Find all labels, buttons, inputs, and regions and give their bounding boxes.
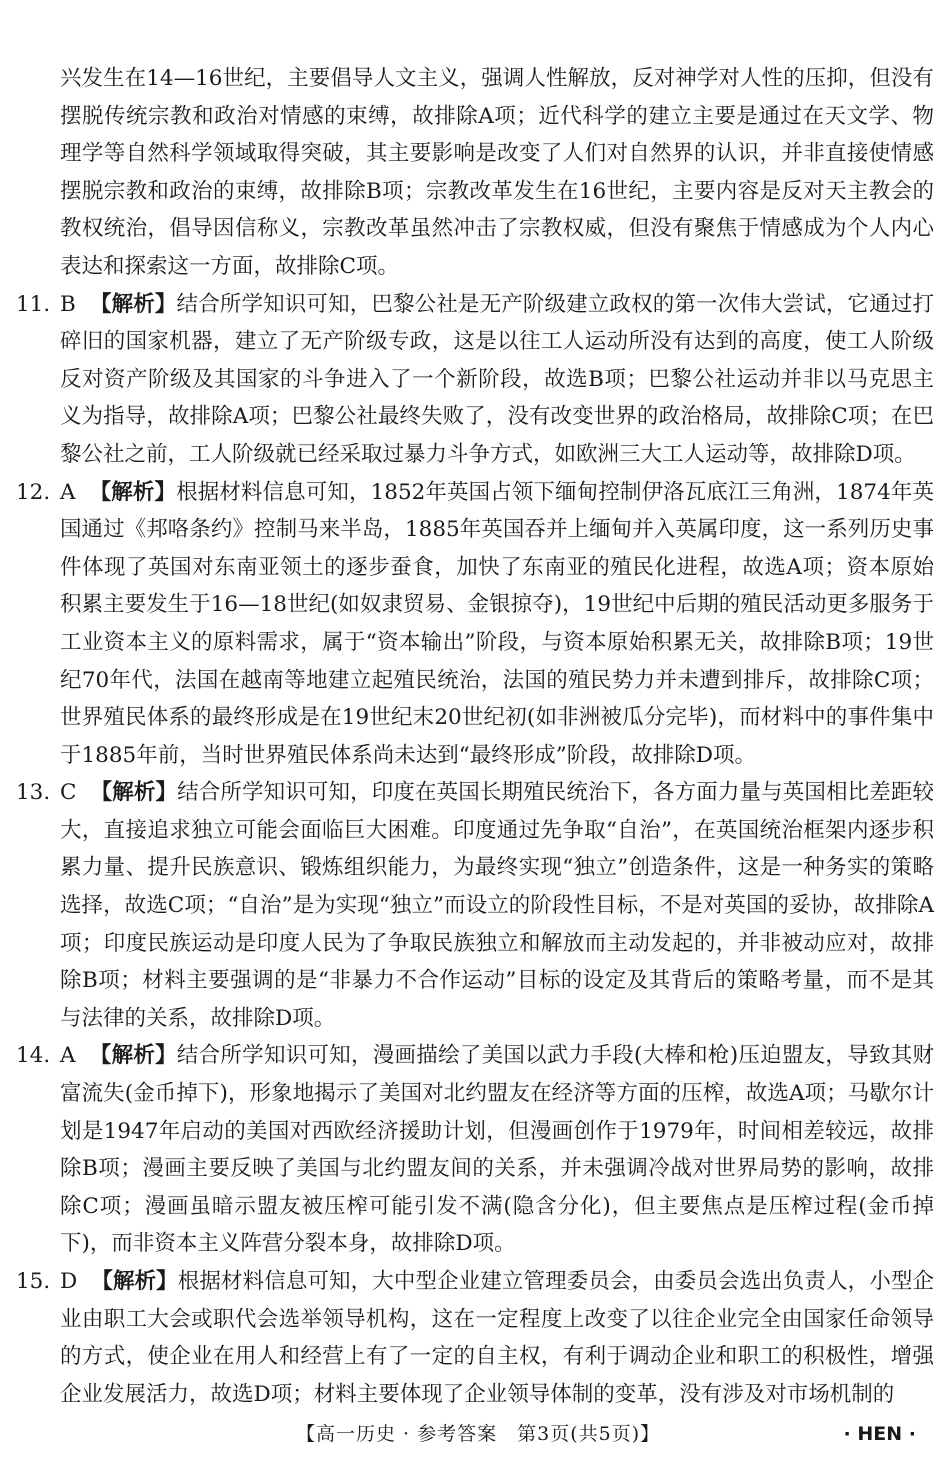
answer-letter: A bbox=[60, 1043, 76, 1069]
answer-content bbox=[16, 60, 934, 1413]
analysis-tag: 【解析】 bbox=[89, 1043, 177, 1069]
answer-item-14 bbox=[16, 1037, 934, 1263]
answer-letter: B bbox=[60, 291, 76, 317]
footer-page-info: 【高一历史 · 参考答案 第3页(共5页)】 bbox=[296, 1423, 661, 1445]
analysis-tag: 【解析】 bbox=[89, 291, 177, 317]
question-number: 13. bbox=[16, 780, 51, 806]
analysis-text: 结合所学知识可知，巴黎公社是无产阶级建立政权的第一次伟大尝试，它通过打碎旧的国家机器，建立了无产阶级专政，这是以往工人运动所没有达到的高度，使工人阶级反对资产阶级及其国家的斗争进入了一个新阶段，故选B项；巴黎公社运动并非以马克思主义为指导，故排除A项；巴黎公社最终失败了，没有改变世界的政治格局，故排除C项；在巴黎公社之前，工人阶级就已经采取过暴力斗争方式，如欧洲三大工人运动等，故排除D项。 bbox=[60, 291, 934, 467]
analysis-tag: 【解析】 bbox=[89, 479, 177, 505]
question-number: 11. bbox=[16, 291, 51, 317]
question-number: 15. bbox=[16, 1269, 51, 1294]
question-number: 14. bbox=[16, 1043, 51, 1069]
answer-item-13 bbox=[16, 774, 934, 1037]
analysis-text: 结合所学知识可知，漫画描绘了美国以武力手段(大棒和枪)压迫盟友，导致其财富流失(金币掉下)，形象地揭示了美国对北约盟友在经济等方面的压榨，故选A项；马歇尔计划是1947年启动的美国对西欧经济援助计划，但漫画创作于1979年，时间相差较远，故排除B项；漫画主要反映了美国与北约盟友间的关系，并未强调冷战对世界局势的影响，故排除C项；漫画虽暗示盟友被压榨可能引发不满(隐含分化)，但主要焦点是压榨过程(金币掉下)，而非资本主义阵营分裂本身，故排除D项。 bbox=[60, 1043, 934, 1257]
answer-letter: A bbox=[60, 479, 76, 505]
analysis-tag: 【解析】 bbox=[90, 780, 178, 806]
answer-letter: C bbox=[60, 780, 77, 806]
answer-item-11 bbox=[16, 286, 934, 474]
analysis-text: 根据材料信息可知，大中型企业建立管理委员会，由委员会选出负责人，小型企业由职工大会或职代会选举领导机构，这在一定程度上改变了以往企业完全由国家任命领导的方式，使企业在用人和经营上有了一定的自主权，有利于调动企业和职工的积极性，增强企业发展活力，故选D项；材料主要体现了企业领导体制的变革，没有涉及对市场机制的 bbox=[60, 1269, 934, 1407]
answer-item-12 bbox=[16, 474, 934, 775]
question-number: 12. bbox=[16, 479, 51, 505]
footer-code: · HEN · bbox=[843, 1423, 916, 1445]
answer-item-15 bbox=[16, 1263, 934, 1413]
answer-letter: D bbox=[60, 1269, 78, 1294]
answer-10-continuation: 兴发生在14—16世纪，主要倡导人文主义，强调人性解放，反对神学对人性的压抑，但没有摆脱传统宗教和政治对情感的束缚，故排除A项；近代科学的建立主要是通过在天文学、物理学等自然科学领域取得突破，其主要影响是改变了人们对自然界的认识，并非直接使情感摆脱宗教和政治的束缚，故排除B项；宗教改革发生在16世纪，主要内容是反对天主教会的教权统治，倡导因信称义，宗教改革虽然冲击了宗教权威，但没有聚焦于情感成为个人内心表达和探索这一方面，故排除C项。 bbox=[60, 66, 934, 279]
page-footer bbox=[0, 1414, 950, 1454]
analysis-text: 根据材料信息可知，1852年英国占领下缅甸控制伊洛瓦底江三角洲，1874年英国通过《邦咯条约》控制马来半岛，1885年英国吞并上缅甸并入英属印度，这一系列历史事件体现了英国对东南亚领土的逐步蚕食，加快了东南亚的殖民化进程，故选A项；资本原始积累主要发生于16—18世纪(如奴隶贸易、金银掠夺)，19世纪中后期的殖民活动更多服务于工业资本主义的原料需求，属于“资本输出”阶段，与资本原始积累无关，故排除B项；19世纪70年代，法国在越南等地建立起殖民统治，法国的殖民势力并未遭到排斥，故排除C项；世界殖民体系的最终形成是在19世纪末20世纪初(如非洲被瓜分完毕)，而材料中的事件集中于1885年前，当时世界殖民体系尚未达到“最终形成”阶段，故排除D项。 bbox=[60, 479, 934, 768]
analysis-text: 结合所学知识可知，印度在英国长期殖民统治下，各方面力量与英国相比差距较大，直接追求独立可能会面临巨大困难。印度通过先争取“自治”，在英国统治框架内逐步积累力量、提升民族意识、锻炼组织能力，为最终实现“独立”创造条件，这是一种务实的策略选择，故选C项；“自治”是为实现“独立”而设立的阶段性目标，不是对英国的妥协，故排除A项；印度民族运动是印度人民为了争取民族独立和解放而主动发起的，并非被动应对，故排除B项；材料主要强调的是“非暴力不合作运动”目标的设定及其背后的策略考量，而不是其与法律的关系，故排除D项。 bbox=[60, 780, 934, 1031]
analysis-tag: 【解析】 bbox=[91, 1269, 178, 1294]
